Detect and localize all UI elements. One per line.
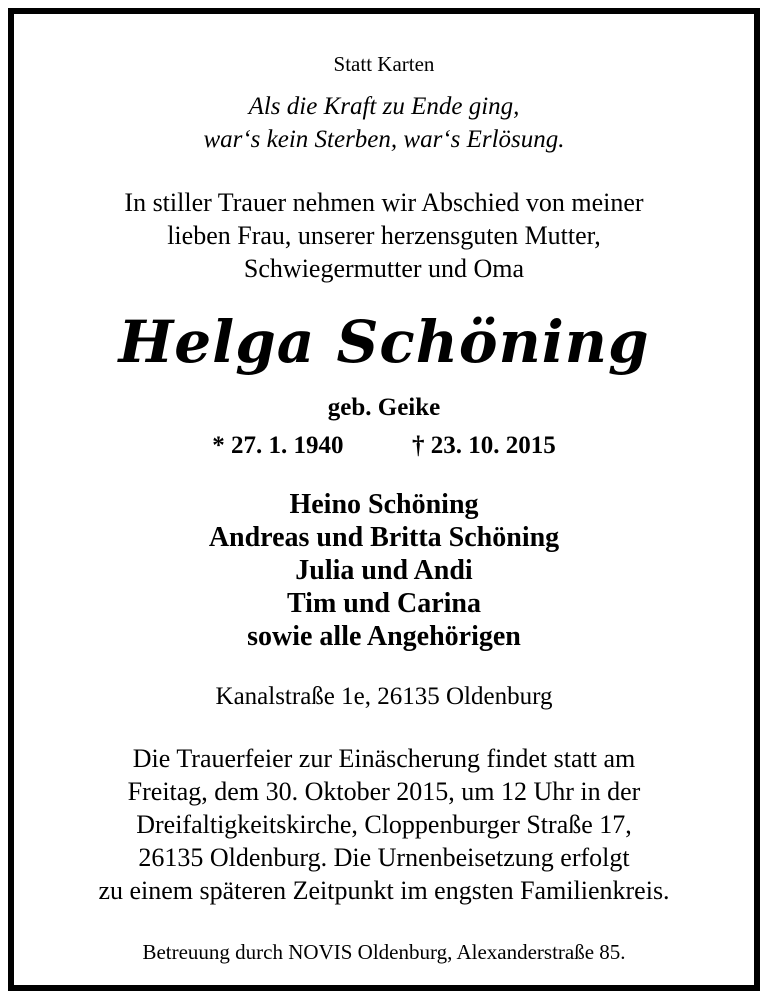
- header-text: Statt Karten: [333, 52, 435, 76]
- birth-date: * 27. 1. 1940: [212, 432, 344, 459]
- mourner-2: Andreas und Britta Schöning: [208, 522, 560, 553]
- life-dates: [14, 432, 754, 460]
- intro-line-1: In stiller Trauer nehmen wir Abschied von meiner: [124, 188, 644, 217]
- service-line-1: Die Trauerfeier zur Einäscherung findet statt am: [132, 744, 636, 773]
- address: Kanalstraße 1e, 26135 Oldenburg: [215, 683, 553, 710]
- service-line-2: Freitag, dem 30. Oktober 2015, um 12 Uhr in der: [127, 777, 641, 806]
- mourner-4: Tim und Carina: [287, 588, 481, 619]
- obituary-notice: [14, 14, 754, 985]
- deceased-name: Helga Schöning: [118, 308, 650, 376]
- death-date: † 23. 10. 2015: [412, 432, 556, 459]
- motto-line-1: Als die Kraft zu Ende ging,: [248, 93, 520, 120]
- obituary-border: [8, 8, 760, 991]
- maiden-name: geb. Geike: [327, 394, 441, 421]
- footer-text: Betreuung durch NOVIS Oldenburg, Alexanderstraße 85.: [142, 940, 626, 964]
- service-line-5: zu einem späteren Zeitpunkt im engsten Familienkreis.: [98, 876, 670, 905]
- motto-line-2: war‘s kein Sterben, war‘s Erlösung.: [203, 126, 565, 153]
- service-line-3: Dreifaltigkeitskirche, Cloppenburger Straße 17,: [136, 810, 632, 839]
- mourner-5: sowie alle Angehörigen: [247, 621, 521, 652]
- mourner-3: Julia und Andi: [295, 555, 473, 586]
- mourner-1: Heino Schöning: [289, 489, 479, 520]
- service-line-4: 26135 Oldenburg. Die Urnenbeisetzung erfolgt: [138, 843, 630, 872]
- intro-line-2: lieben Frau, unserer herzensguten Mutter,: [167, 221, 601, 250]
- intro-line-3: Schwiegermutter und Oma: [243, 254, 525, 283]
